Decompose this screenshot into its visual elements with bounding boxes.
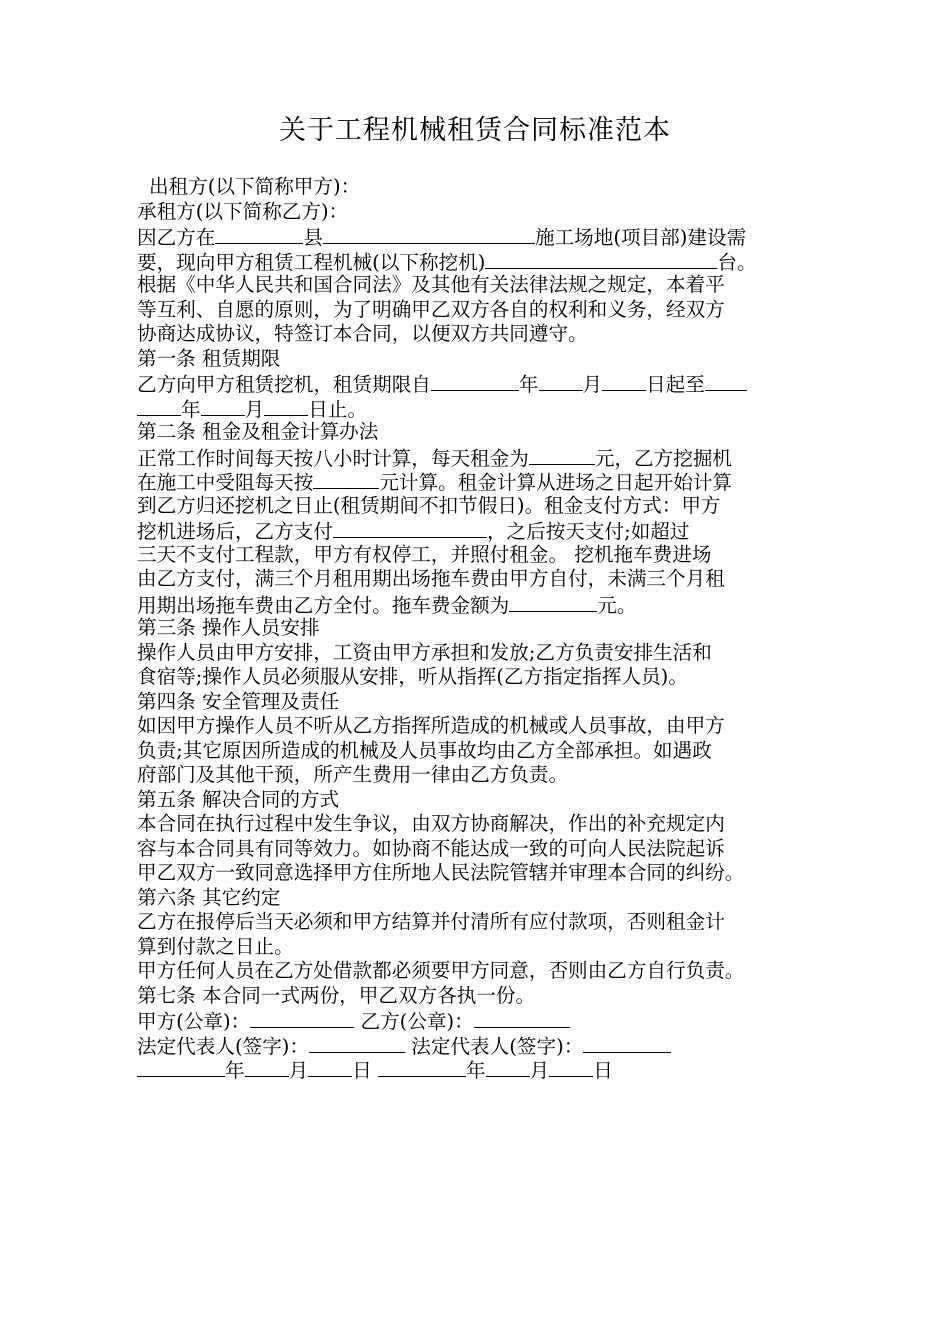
section-heading: 第五条 解决合同的方式 [137, 787, 340, 811]
body-line: 容与本合同具有同等效力。如协商不能达成一致的可向人民法院起诉 [137, 836, 725, 860]
section-heading: 第四条 安全管理及责任 [137, 689, 340, 713]
body-line: 在施工中受阻每天按 元计算。租金计算从进场之日起开始计算 [137, 471, 733, 494]
section-heading: 第一条 租赁期限 [137, 346, 281, 370]
body-line: 本合同在执行过程中发生争议，由双方协商解决，作出的补充规定内 [137, 812, 725, 835]
body-line: 因乙方在 县 施工场地(项目部)建设需 [137, 226, 747, 249]
lessee-line: 承租方(以下简称乙方)： [137, 199, 349, 223]
body-line: 年 月 日止。 [137, 396, 817, 421]
body-line: 府部门及其他干预，所产生费用一律由乙方负责。 [137, 763, 569, 786]
body-line: 甲方任何人员在乙方处借款都必须要甲方同意，否则由乙方自行负责。 [137, 959, 745, 982]
body-line: 等互利、自愿的原则，为了明确甲乙双方各自的权利和义务，经双方 [137, 297, 725, 321]
body-line: 食宿等;操作人员必须服从安排，听从指挥(乙方指定指挥人员)。 [137, 665, 688, 688]
seal-line: 甲方(公章)： 乙方(公章)： [137, 1008, 817, 1033]
lessor-line: 出租方(以下简称甲方)： [149, 175, 361, 198]
body-line: 协商达成协议，特签订本合同，以便双方共同遵守。 [137, 322, 588, 345]
section-heading: 第二条 租金及租金计算办法 [137, 420, 379, 443]
section-heading: 第六条 其它约定 [137, 885, 281, 909]
signature-line: 法定代表人(签字)： 法定代表人(签字)： [137, 1033, 817, 1058]
section-heading: 第三条 操作人员安排 [137, 616, 320, 639]
body-line: 负责;其它原因所造成的机械及人员事故均由乙方全部承担。如遇政 [137, 738, 712, 762]
section-heading: 第七条 本合同一式两份，甲乙双方各执一份。 [137, 983, 536, 1007]
date-line: 年 月 日 年 月 日 [137, 1057, 817, 1082]
body-line: 乙方在报停后当天必须和甲方结算并付清所有应付款项，否则租金计 [137, 910, 725, 933]
body-line: 挖机进场后，乙方支付 ，之后按天支付;如超过 [137, 520, 690, 543]
body-line: 操作人员由甲方安排，工资由甲方承担和发放;乙方负责安排生活和 [137, 640, 712, 664]
body-line: 由乙方支付，满三个月租用期出场拖车费由甲方自付，未满三个月租 [137, 567, 725, 590]
body-line: 乙方向甲方租赁挖机，租赁期限自 年 月 日起至 [137, 371, 817, 396]
document-body [137, 175, 817, 1082]
body-line: 如因甲方操作人员不听从乙方指挥所造成的机械或人员事故，由甲方 [137, 714, 725, 737]
body-line: 甲乙双方一致同意选择甲方住所地人民法院管辖并审理本合同的纠纷。 [137, 861, 745, 884]
document-title: 关于工程机械租赁合同标准范本 [279, 115, 671, 146]
body-line: 用期出场拖车费由乙方全付。拖车费金额为 元。 [137, 593, 637, 617]
body-line: 到乙方归还挖机之日止(租赁期间不扣节假日)。租金支付方式：甲方 [137, 493, 721, 517]
body-line: 正常工作时间每天按八小时计算，每天租金为 元，乙方挖掘机 [137, 446, 733, 470]
body-line: 要，现向甲方租赁工程机械(以下称挖机) 台。 [137, 250, 757, 274]
body-line: 算到付款之日止。 [137, 934, 294, 958]
body-line: 三天不支付工程款，甲方有权停工，并照付租金。 挖机拖车费进场 [137, 542, 712, 566]
body-line: 根据《中华人民共和国合同法》及其他有关法律法规之规定，本着平 [137, 273, 725, 296]
